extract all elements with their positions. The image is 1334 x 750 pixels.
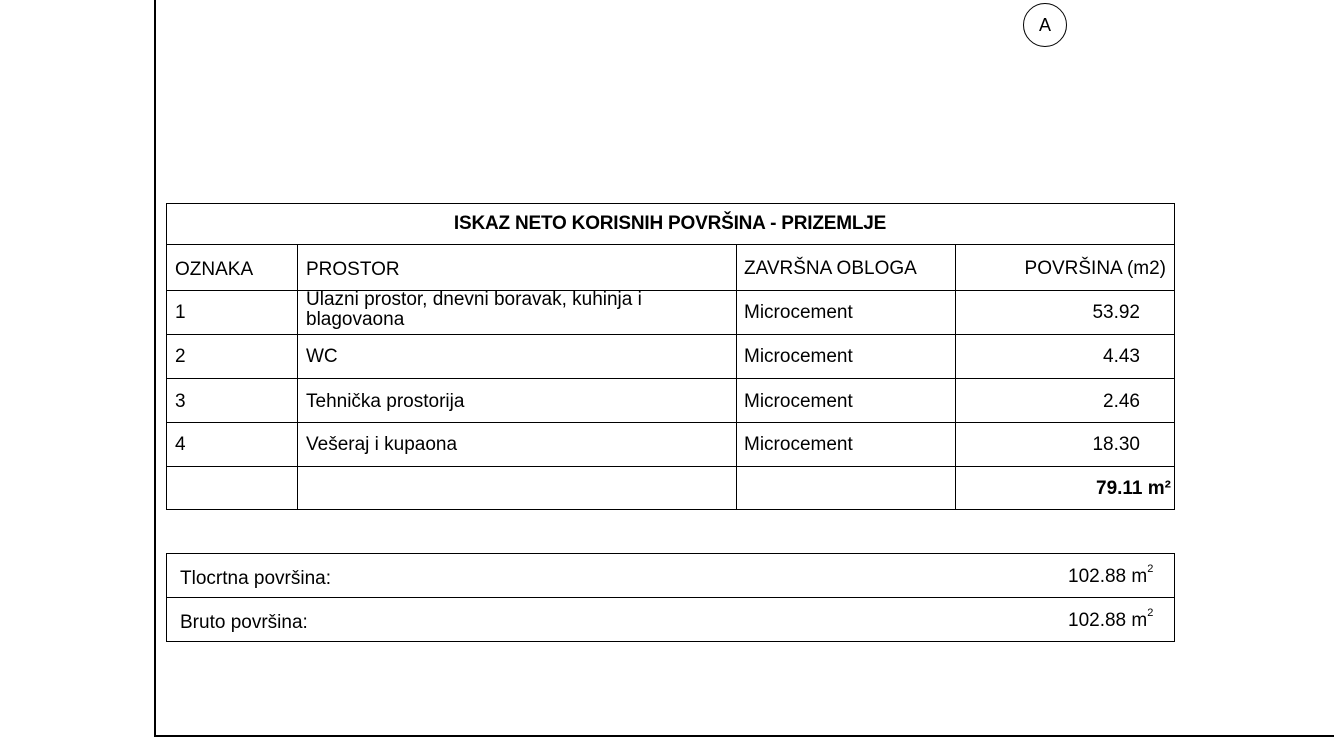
table-divider	[166, 244, 1175, 245]
total-area: 79.11 m²	[1096, 478, 1171, 499]
table-divider	[166, 334, 1175, 335]
summary-border-left	[166, 553, 167, 642]
column-divider	[955, 244, 956, 510]
row-label: 2	[175, 346, 186, 367]
floor-plan-area-value: 102.88 $m^2$	[1068, 563, 1154, 587]
row-label: 4	[175, 434, 186, 455]
summary-border-right	[1174, 553, 1175, 642]
row-label: 3	[175, 391, 186, 412]
header-area: POVRŠINA (m2)	[1024, 258, 1166, 279]
table-border-left	[166, 203, 167, 510]
header-label: OZNAKA	[175, 259, 254, 280]
row-area: 4.43	[1103, 346, 1140, 367]
row-room: Ulazni prostor, dnevni boravak, kuhinja i blagovaona	[306, 289, 642, 330]
header-room: PROSTOR	[306, 259, 400, 280]
row-finish: Microcement	[744, 302, 853, 323]
row-finish: Microcement	[744, 346, 853, 367]
table-divider	[166, 466, 1175, 467]
table-border-right	[1174, 203, 1175, 510]
summary-border-top	[166, 553, 1175, 554]
row-finish: Microcement	[744, 391, 853, 412]
gross-area-value: 102.88 $m^2$	[1068, 607, 1154, 631]
row-label: 1	[175, 302, 186, 323]
row-finish: Microcement	[744, 434, 853, 455]
summary-divider	[166, 597, 1175, 598]
axis-marker-label: A	[1038, 14, 1051, 35]
table-title: ISKAZ NETO KORISNIH POVRŠINA - PRIZEMLJE	[453, 213, 887, 234]
column-divider	[736, 244, 737, 510]
table-border-bottom	[166, 509, 1175, 510]
floor-plan-area-label: Tlocrtna površina:	[180, 568, 332, 589]
row-area: 53.92	[1092, 302, 1140, 323]
header-finish: ZAVRŠNA OBLOGA	[744, 258, 917, 279]
drawing-frame-bottom-border	[154, 735, 1334, 737]
column-divider	[297, 244, 298, 510]
summary-border-bottom	[166, 641, 1175, 642]
gross-area-label: Bruto površina:	[180, 612, 308, 633]
row-room: Tehnička prostorija	[306, 391, 465, 412]
row-room: Vešeraj i kupaona	[306, 434, 458, 455]
table-divider	[166, 378, 1175, 379]
table-divider	[166, 422, 1175, 423]
row-area: 2.46	[1103, 391, 1140, 412]
drawing-frame-left-border	[154, 0, 156, 736]
row-room: WC	[306, 346, 338, 367]
row-area: 18.30	[1092, 434, 1140, 455]
axis-marker	[1023, 3, 1067, 47]
